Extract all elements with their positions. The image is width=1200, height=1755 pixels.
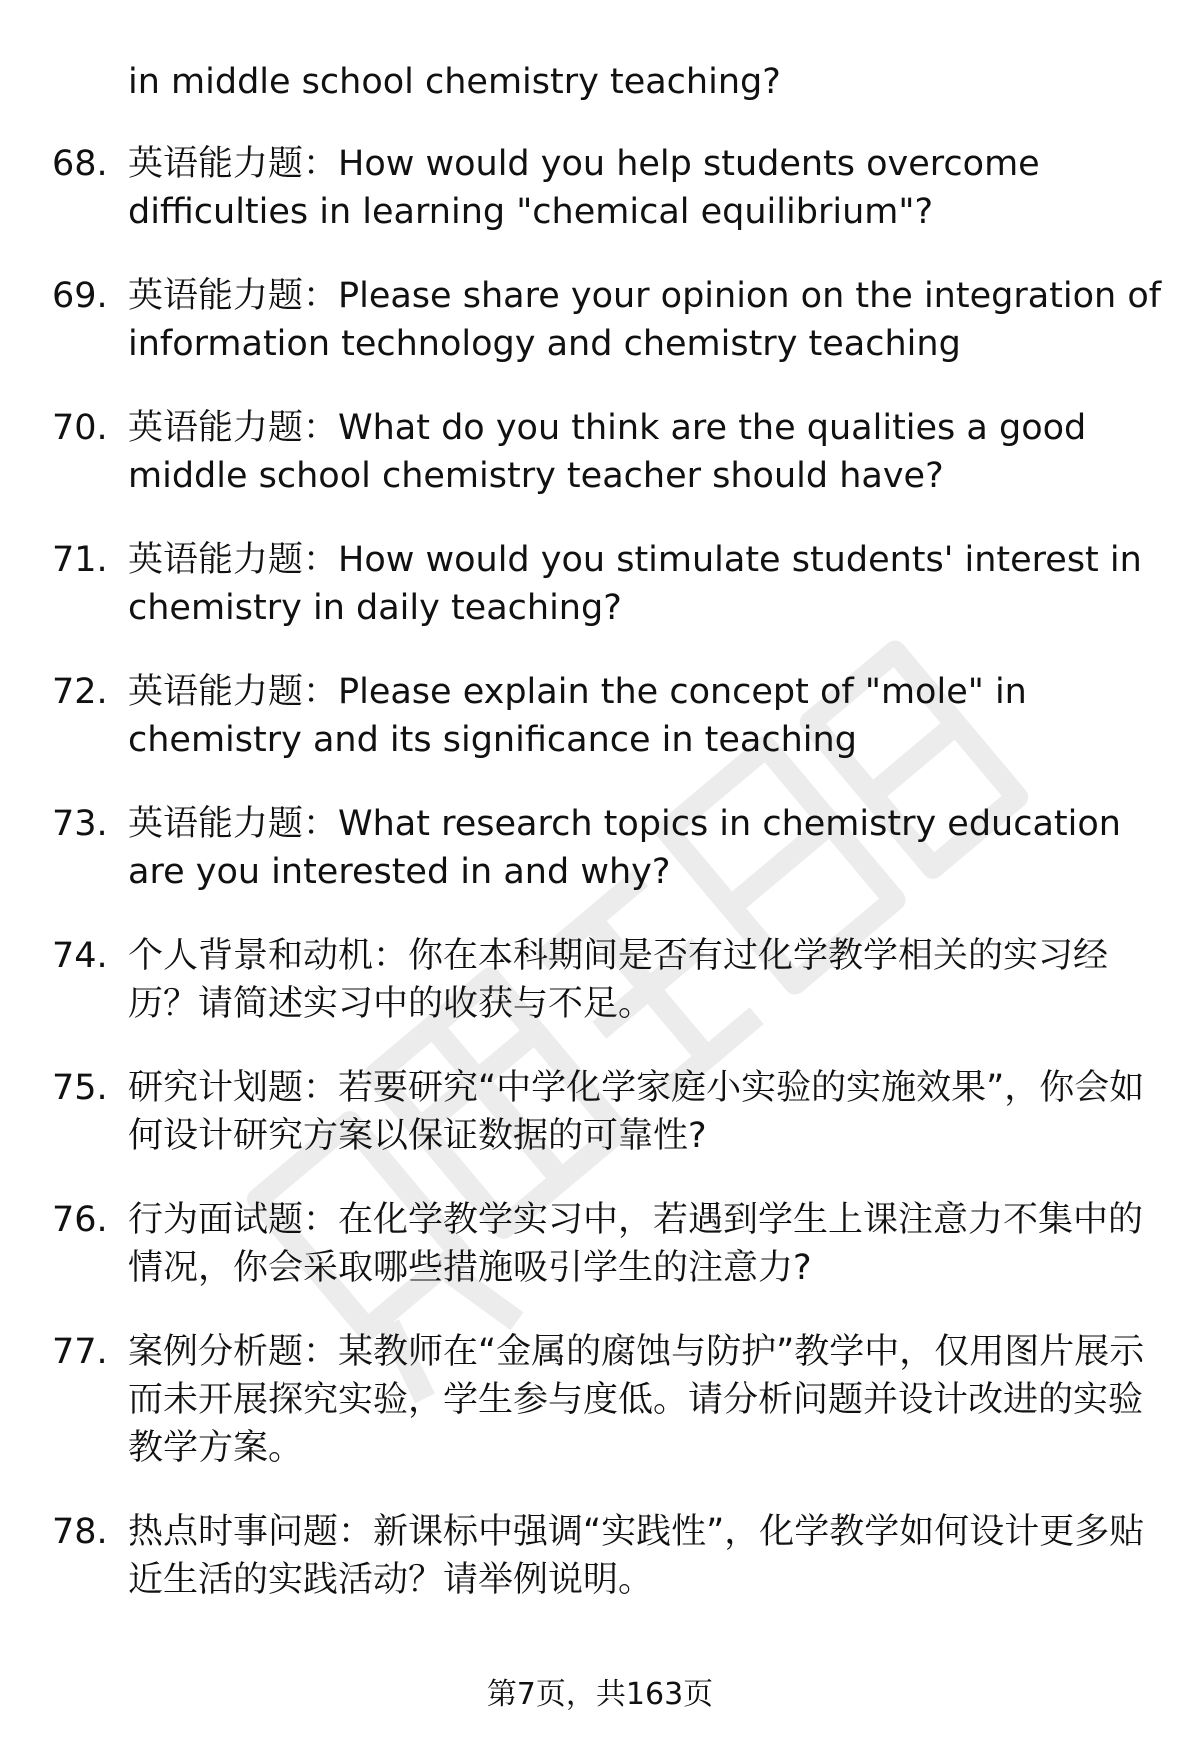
question-text: 英语能力题：How would you stimulate students' interest in chemistry in daily teaching? [128, 540, 1142, 628]
question-number: 77. [52, 1332, 108, 1372]
question-number: 71. [52, 540, 108, 580]
question-number: 74. [52, 936, 108, 976]
question-number: 78. [52, 1512, 108, 1552]
question-item-70 [0, 404, 1200, 500]
question-item-73 [0, 800, 1200, 896]
question-number: 76. [52, 1200, 108, 1240]
question-number: 75. [52, 1068, 108, 1108]
question-number: 72. [52, 672, 108, 712]
question-item-77 [0, 1328, 1200, 1472]
question-text: 英语能力题：Please explain the concept of "mole" in chemistry and its significance in teaching [128, 672, 1027, 760]
question-text: 个人背景和动机：你在本科期间是否有过化学教学相关的实习经历？请简述实习中的收获与不足。 [128, 936, 1109, 1024]
question-text: 研究计划题：若要研究“中学化学家庭小实验的实施效果”，你会如何设计研究方案以保证数据的可靠性? [128, 1068, 1145, 1156]
question-text: 案例分析题：某教师在“金属的腐蚀与防护”教学中，仅用图片展示而未开展探究实验，学生参与度低。请分析问题并设计改进的实验教学方案。 [128, 1332, 1145, 1468]
question-item-71 [0, 536, 1200, 632]
question-item-75 [0, 1064, 1200, 1160]
question-text: 英语能力题：Please share your opinion on the integration of information technology and chemistry teaching [128, 276, 1162, 364]
question-item-78 [0, 1508, 1200, 1604]
question-item-76 [0, 1196, 1200, 1292]
question-text: 行为面试题：在化学教学实习中，若遇到学生上课注意力不集中的情况，你会采取哪些措施吸引学生的注意力? [128, 1200, 1144, 1288]
question-list [0, 140, 1200, 1640]
question-item-74 [0, 932, 1200, 1028]
question-text: 热点时事问题：新课标中强调“实践性”，化学教学如何设计更多贴近生活的实践活动？请举例说明。 [128, 1512, 1145, 1600]
question-number: 70. [52, 408, 108, 448]
question-continuation-text: in middle school chemistry teaching? [128, 62, 781, 102]
question-item-69 [0, 272, 1200, 368]
question-number: 68. [52, 144, 108, 184]
question-number: 73. [52, 804, 108, 844]
question-number: 69. [52, 276, 108, 316]
question-text: 英语能力题：How would you help students overcome difficulties in learning "chemical equilibrium"? [128, 144, 1040, 232]
question-text: 英语能力题：What do you think are the qualities a good middle school chemistry teacher should have? [128, 408, 1087, 496]
question-item-72 [0, 668, 1200, 764]
question-text: 英语能力题：What research topics in chemistry education are you interested in and why? [128, 804, 1121, 892]
page-number-footer: 第7页，共163页 [486, 1677, 714, 1712]
question-item-68 [0, 140, 1200, 236]
